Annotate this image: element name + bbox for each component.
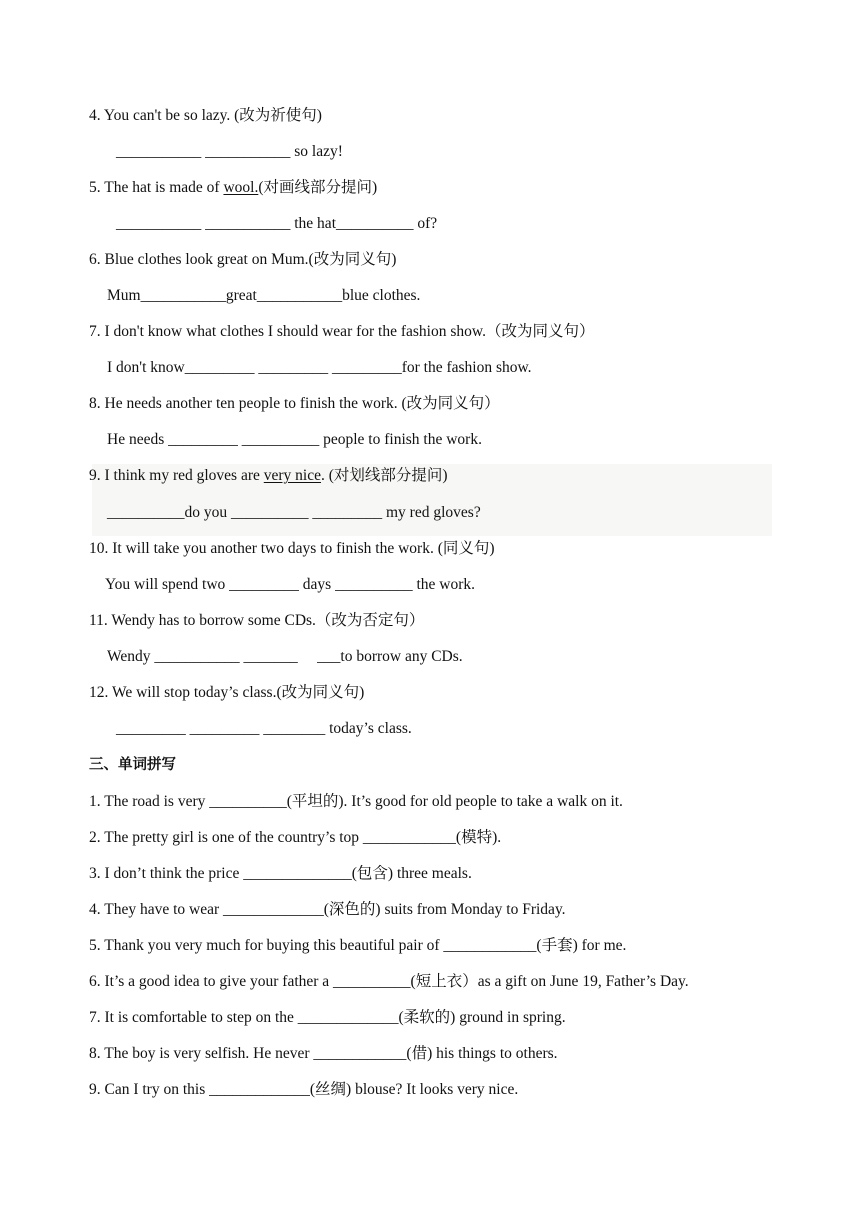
- spelling-item-5: 5. Thank you very much for buying this beautiful pair of ____________(手套) for me.: [89, 937, 627, 954]
- spelling-item-7: 7. It is comfortable to step on the _____________(柔软的) ground in spring.: [89, 1009, 566, 1026]
- answer-6: Mum___________great___________blue clothes.: [107, 287, 421, 304]
- question-6: 6. Blue clothes look great on Mum.(改为同义句): [89, 251, 397, 268]
- underlined-phrase: very nice: [263, 467, 321, 484]
- answer-8: He needs _________ __________ people to finish the work.: [107, 431, 482, 448]
- section-heading-spelling: 三、单词拼写: [89, 757, 176, 773]
- question-8: 8. He needs another ten people to finish the work. (改为同义句）: [89, 395, 500, 412]
- answer-12: _________ _________ ________ today’s class.: [116, 720, 412, 737]
- answer-11: Wendy ___________ _______ ___to borrow any CDs.: [107, 648, 463, 665]
- question-12: 12. We will stop today’s class.(改为同义句): [89, 684, 365, 701]
- spelling-item-3: 3. I don’t think the price ______________(包含) three meals.: [89, 865, 472, 882]
- answer-5: ___________ ___________ the hat__________ of?: [116, 215, 438, 232]
- spelling-item-4: 4. They have to wear _____________(深色的) suits from Monday to Friday.: [89, 901, 566, 918]
- question-5: 5. The hat is made of wool.(对画线部分提问): [89, 179, 378, 196]
- spelling-item-1: 1. The road is very __________(平坦的). It’s good for old people to take a walk on it.: [89, 793, 623, 810]
- answer-7: I don't know_________ _________ _________for the fashion show.: [107, 359, 532, 376]
- question-9: 9. I think my red gloves are very nice. (对划线部分提问): [89, 467, 448, 484]
- answer-4: ___________ ___________ so lazy!: [116, 143, 343, 160]
- spelling-item-9: 9. Can I try on this _____________(丝绸) blouse? It looks very nice.: [89, 1081, 519, 1098]
- underlined-word: wool.: [223, 179, 259, 196]
- spelling-item-2: 2. The pretty girl is one of the country’s top ____________(模特).: [89, 829, 502, 846]
- spelling-item-6: 6. It’s a good idea to give your father a __________(短上衣）as a gift on June 19, Father’s Day.: [89, 973, 689, 990]
- answer-9: __________do you __________ _________ my red gloves?: [107, 504, 481, 521]
- answer-10: You will spend two _________ days __________ the work.: [105, 576, 475, 593]
- question-10: 10. It will take you another two days to finish the work. (同义句): [89, 540, 495, 557]
- question-11: 11. Wendy has to borrow some CDs.（改为否定句）: [89, 612, 425, 629]
- question-7: 7. I don't know what clothes I should wear for the fashion show.（改为同义句）: [89, 323, 595, 340]
- question-4: 4. You can't be so lazy. (改为祈使句): [89, 107, 322, 124]
- spelling-item-8: 8. The boy is very selfish. He never ____________(借) his things to others.: [89, 1045, 558, 1062]
